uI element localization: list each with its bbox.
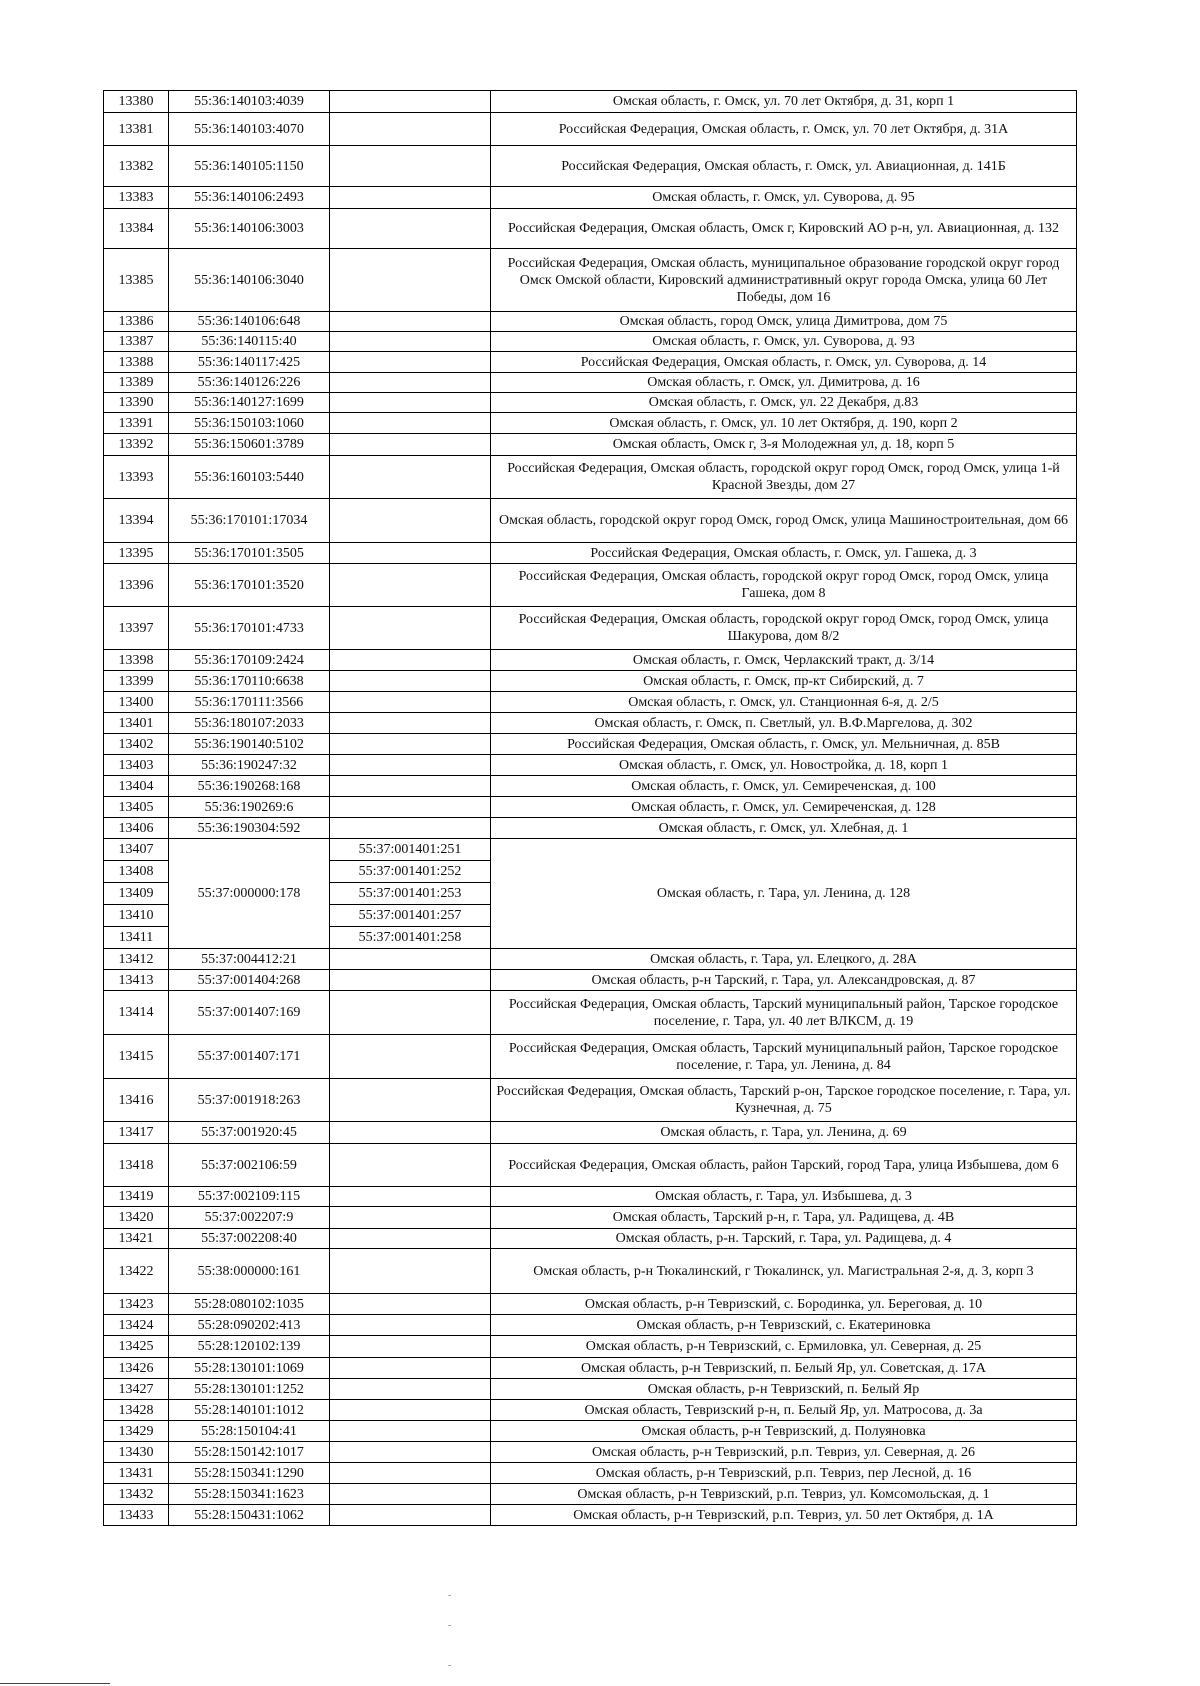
sub-cadastral-number — [330, 312, 491, 332]
row-number: 13407 — [104, 839, 169, 861]
cadastral-number: 55:37:002207:9 — [169, 1207, 330, 1229]
row-number: 13433 — [104, 1505, 169, 1526]
sub-cadastral-number — [330, 187, 491, 209]
row-number: 13405 — [104, 797, 169, 818]
table-row — [104, 1336, 1077, 1358]
address: Российская Федерация, Омская область, г. Омск, ул. Суворова, д. 14 — [491, 352, 1077, 373]
row-number: 13381 — [104, 113, 169, 146]
row-number: 13431 — [104, 1463, 169, 1484]
cadastral-number: 55:36:140127:1699 — [169, 393, 330, 413]
cadastral-number: 55:28:090202:413 — [169, 1315, 330, 1336]
address: Омская область, г. Омск, ул. Новостройка, д. 18, корп 1 — [491, 755, 1077, 776]
sub-cadastral-number — [330, 671, 491, 692]
row-number: 13383 — [104, 187, 169, 209]
row-number: 13409 — [104, 883, 169, 905]
cadastral-number: 55:36:140106:3040 — [169, 249, 330, 312]
cadastral-number: 55:36:140117:425 — [169, 352, 330, 373]
table-row — [104, 456, 1077, 499]
table-row — [104, 1229, 1077, 1249]
row-number: 13415 — [104, 1035, 169, 1079]
table-row — [104, 543, 1077, 564]
sub-cadastral-number — [330, 949, 491, 970]
cadastral-number: 55:36:160103:5440 — [169, 456, 330, 499]
address: Омская область, р-н Тюкалинский, г Тюкалинск, ул. Магистральная 2-я, д. 3, корп 3 — [491, 1249, 1077, 1294]
table-row — [104, 776, 1077, 797]
address: Омская область, р-н Тевризский, с. Ермиловка, ул. Северная, д. 25 — [491, 1336, 1077, 1358]
address: Омская область, г. Тара, ул. Ленина, д. 128 — [491, 839, 1077, 949]
table-row — [104, 734, 1077, 755]
sub-cadastral-number — [330, 146, 491, 187]
cadastral-number: 55:36:170109:2424 — [169, 650, 330, 671]
address: Российская Федерация, Омская область, городской округ город Омск, город Омск, улица Шакурова, дом 8/2 — [491, 607, 1077, 650]
table-row — [104, 949, 1077, 970]
address: Российская Федерация, Омская область, район Тарский, город Тара, улица Избышева, дом 6 — [491, 1144, 1077, 1187]
row-number: 13423 — [104, 1294, 169, 1315]
row-number: 13385 — [104, 249, 169, 312]
table-row — [104, 209, 1077, 249]
address: Омская область, р-н Тевризский, р.п. Тевриз, ул. Северная, д. 26 — [491, 1442, 1077, 1463]
sub-cadastral-number: 55:37:001401:253 — [330, 883, 491, 905]
table-row — [104, 1484, 1077, 1505]
address: Омская область, г. Тара, ул. Ленина, д. 69 — [491, 1122, 1077, 1144]
table-row — [104, 249, 1077, 312]
sub-cadastral-number — [330, 1207, 491, 1229]
cadastral-number: 55:37:001407:171 — [169, 1035, 330, 1079]
sub-cadastral-number — [330, 1379, 491, 1400]
cadastral-number: 55:36:140103:4070 — [169, 113, 330, 146]
cadastral-number: 55:36:170101:3520 — [169, 564, 330, 607]
address: Омская область, р-н. Тарский, г. Тара, ул. Радищева, д. 4 — [491, 1229, 1077, 1249]
row-number: 13390 — [104, 393, 169, 413]
row-number: 13432 — [104, 1484, 169, 1505]
sub-cadastral-number — [330, 1294, 491, 1315]
table-row — [104, 1249, 1077, 1294]
cadastral-number: 55:36:170101:4733 — [169, 607, 330, 650]
sub-cadastral-number — [330, 1400, 491, 1421]
row-number: 13400 — [104, 692, 169, 713]
row-number: 13418 — [104, 1144, 169, 1187]
sub-cadastral-number — [330, 434, 491, 456]
cadastral-number: 55:36:170110:6638 — [169, 671, 330, 692]
cadastral-number: 55:36:170101:3505 — [169, 543, 330, 564]
sub-cadastral-number — [330, 970, 491, 991]
table-row — [104, 607, 1077, 650]
sub-cadastral-number — [330, 692, 491, 713]
table-row — [104, 839, 1077, 861]
cadastral-number: 55:36:140105:1150 — [169, 146, 330, 187]
address: Омская область, городской округ город Омск, город Омск, улица Машиностроительная, дом 66 — [491, 499, 1077, 543]
table-row — [104, 671, 1077, 692]
sub-cadastral-number — [330, 332, 491, 352]
sub-cadastral-number — [330, 1187, 491, 1207]
address: Омская область, г. Омск, ул. Хлебная, д. 1 — [491, 818, 1077, 839]
sub-cadastral-number: 55:37:001401:251 — [330, 839, 491, 861]
table-row — [104, 146, 1077, 187]
sub-cadastral-number: 55:37:001401:252 — [330, 861, 491, 883]
row-number: 13429 — [104, 1421, 169, 1442]
table-row — [104, 692, 1077, 713]
table-row — [104, 970, 1077, 991]
address: Российская Федерация, Омская область, городской округ город Омск, город Омск, улица 1-й Красной Звезды, дом 27 — [491, 456, 1077, 499]
sub-cadastral-number — [330, 564, 491, 607]
row-number: 13402 — [104, 734, 169, 755]
address: Омская область, г. Омск, ул. Станционная 6-я, д. 2/5 — [491, 692, 1077, 713]
cadastral-number: 55:37:002109:115 — [169, 1187, 330, 1207]
cadastral-number: 55:36:190247:32 — [169, 755, 330, 776]
property-table-body — [104, 91, 1077, 1526]
sub-cadastral-number — [330, 1358, 491, 1379]
table-row — [104, 1079, 1077, 1122]
cadastral-number: 55:37:001404:268 — [169, 970, 330, 991]
sub-cadastral-number — [330, 249, 491, 312]
sub-cadastral-number — [330, 1442, 491, 1463]
property-table — [103, 90, 1077, 1526]
cadastral-number: 55:38:000000:161 — [169, 1249, 330, 1294]
cadastral-number: 55:37:004412:21 — [169, 949, 330, 970]
row-number: 13397 — [104, 607, 169, 650]
address: Российская Федерация, Омская область, Тарский муниципальный район, Тарское городское поселение, г. Тара, ул. Ленина, д. 84 — [491, 1035, 1077, 1079]
sub-cadastral-number — [330, 991, 491, 1035]
scan-mark: - — [448, 1660, 452, 1671]
table-row — [104, 1358, 1077, 1379]
sub-cadastral-number — [330, 393, 491, 413]
sub-cadastral-number — [330, 1421, 491, 1442]
table-row — [104, 797, 1077, 818]
address: Омская область, г. Омск, ул. Суворова, д. 95 — [491, 187, 1077, 209]
row-number: 13427 — [104, 1379, 169, 1400]
sub-cadastral-number — [330, 91, 491, 113]
cadastral-number: 55:36:190304:592 — [169, 818, 330, 839]
table-row — [104, 91, 1077, 113]
row-number: 13401 — [104, 713, 169, 734]
row-number: 13382 — [104, 146, 169, 187]
row-number: 13389 — [104, 373, 169, 393]
cadastral-number: 55:36:170111:3566 — [169, 692, 330, 713]
address: Омская область, г. Омск, п. Светлый, ул. В.Ф.Маргелова, д. 302 — [491, 713, 1077, 734]
row-number: 13413 — [104, 970, 169, 991]
sub-cadastral-number — [330, 734, 491, 755]
cadastral-number: 55:28:130101:1069 — [169, 1358, 330, 1379]
cadastral-number: 55:28:130101:1252 — [169, 1379, 330, 1400]
row-number: 13396 — [104, 564, 169, 607]
table-row — [104, 393, 1077, 413]
table-row — [104, 1144, 1077, 1187]
row-number: 13398 — [104, 650, 169, 671]
row-number: 13392 — [104, 434, 169, 456]
row-number: 13421 — [104, 1229, 169, 1249]
address: Российская Федерация, Омская область, городской округ город Омск, город Омск, улица Гашека, дом 8 — [491, 564, 1077, 607]
row-number: 13394 — [104, 499, 169, 543]
row-number: 13387 — [104, 332, 169, 352]
cadastral-number: 55:37:000000:178 — [169, 839, 330, 949]
sub-cadastral-number: 55:37:001401:257 — [330, 905, 491, 927]
cadastral-number: 55:37:001918:263 — [169, 1079, 330, 1122]
cadastral-number: 55:36:150103:1060 — [169, 413, 330, 434]
address: Омская область, г. Омск, пр-кт Сибирский, д. 7 — [491, 671, 1077, 692]
cadastral-number: 55:36:140106:3003 — [169, 209, 330, 249]
address: Омская область, р-н Тевризский, р.п. Тевриз, ул. 50 лет Октября, д. 1А — [491, 1505, 1077, 1526]
scan-mark: - — [448, 1620, 452, 1631]
row-number: 13426 — [104, 1358, 169, 1379]
sub-cadastral-number — [330, 755, 491, 776]
row-number: 13404 — [104, 776, 169, 797]
sub-cadastral-number — [330, 818, 491, 839]
scan-mark: - — [448, 1590, 452, 1601]
address: Российская Федерация, Омская область, Тарский муниципальный район, Тарское городское поселение, г. Тара, ул. 40 лет ВЛКСМ, д. 19 — [491, 991, 1077, 1035]
table-row — [104, 1035, 1077, 1079]
address: Российская Федерация, Омская область, г. Омск, ул. Гашека, д. 3 — [491, 543, 1077, 564]
address: Российская Федерация, Омская область, Омск г, Кировский АО р-н, ул. Авиационная, д. 132 — [491, 209, 1077, 249]
cadastral-number: 55:36:190140:5102 — [169, 734, 330, 755]
cadastral-number: 55:28:150142:1017 — [169, 1442, 330, 1463]
cadastral-number: 55:28:120102:139 — [169, 1336, 330, 1358]
sub-cadastral-number — [330, 650, 491, 671]
sub-cadastral-number — [330, 1079, 491, 1122]
cadastral-number: 55:37:001920:45 — [169, 1122, 330, 1144]
table-row — [104, 1400, 1077, 1421]
cadastral-number: 55:28:080102:1035 — [169, 1294, 330, 1315]
sub-cadastral-number — [330, 1336, 491, 1358]
sub-cadastral-number — [330, 1229, 491, 1249]
row-number: 13388 — [104, 352, 169, 373]
row-number: 13395 — [104, 543, 169, 564]
address: Российская Федерация, Омская область, Тарский р-он, Тарское городское поселение, г. Тара, ул. Кузнечная, д. 75 — [491, 1079, 1077, 1122]
row-number: 13408 — [104, 861, 169, 883]
cadastral-number: 55:37:002106:59 — [169, 1144, 330, 1187]
cadastral-number: 55:36:140126:226 — [169, 373, 330, 393]
address: Омская область, р-н Тевризский, с. Екатериновка — [491, 1315, 1077, 1336]
page-bottom-rule — [0, 1683, 110, 1684]
row-number: 13430 — [104, 1442, 169, 1463]
table-row — [104, 1463, 1077, 1484]
row-number: 13422 — [104, 1249, 169, 1294]
row-number: 13403 — [104, 755, 169, 776]
sub-cadastral-number — [330, 1484, 491, 1505]
address: Омская область, р-н Тарский, г. Тара, ул. Александровская, д. 87 — [491, 970, 1077, 991]
table-row — [104, 1421, 1077, 1442]
address: Омская область, г. Омск, Черлакский тракт, д. 3/14 — [491, 650, 1077, 671]
table-row — [104, 113, 1077, 146]
address: Омская область, Тевризский р-н, п. Белый Яр, ул. Матросова, д. 3а — [491, 1400, 1077, 1421]
address: Омская область, г. Омск, ул. Семиреченская, д. 128 — [491, 797, 1077, 818]
address: Омская область, р-н Тевризский, п. Белый Яр — [491, 1379, 1077, 1400]
table-row — [104, 312, 1077, 332]
cadastral-number: 55:28:150104:41 — [169, 1421, 330, 1442]
row-number: 13386 — [104, 312, 169, 332]
address: Омская область, р-н Тевризский, р.п. Тевриз, ул. Комсомольская, д. 1 — [491, 1484, 1077, 1505]
table-row — [104, 818, 1077, 839]
sub-cadastral-number — [330, 373, 491, 393]
cadastral-number: 55:36:140103:4039 — [169, 91, 330, 113]
address: Российская Федерация, Омская область, г. Омск, ул. 70 лет Октября, д. 31А — [491, 113, 1077, 146]
address: Омская область, г. Омск, ул. Димитрова, д. 16 — [491, 373, 1077, 393]
sub-cadastral-number — [330, 1315, 491, 1336]
sub-cadastral-number — [330, 607, 491, 650]
table-row — [104, 1442, 1077, 1463]
address: Омская область, р-н Тевризский, р.п. Тевриз, пер Лесной, д. 16 — [491, 1463, 1077, 1484]
table-row — [104, 352, 1077, 373]
cadastral-number: 55:37:001407:169 — [169, 991, 330, 1035]
address: Омская область, Тарский р-н, г. Тара, ул. Радищева, д. 4В — [491, 1207, 1077, 1229]
sub-cadastral-number — [330, 1144, 491, 1187]
address: Российская Федерация, Омская область, г. Омск, ул. Авиационная, д. 141Б — [491, 146, 1077, 187]
row-number: 13406 — [104, 818, 169, 839]
table-row — [104, 1294, 1077, 1315]
table-row — [104, 650, 1077, 671]
sub-cadastral-number — [330, 113, 491, 146]
address: Омская область, р-н Тевризский, с. Бородинка, ул. Береговая, д. 10 — [491, 1294, 1077, 1315]
address: Омская область, р-н Тевризский, п. Белый Яр, ул. Советская, д. 17А — [491, 1358, 1077, 1379]
row-number: 13414 — [104, 991, 169, 1035]
row-number: 13411 — [104, 927, 169, 949]
row-number: 13425 — [104, 1336, 169, 1358]
address: Омская область, г. Омск, ул. 22 Декабря, д.83 — [491, 393, 1077, 413]
table-row — [104, 1187, 1077, 1207]
table-row — [104, 332, 1077, 352]
row-number: 13417 — [104, 1122, 169, 1144]
address: Омская область, г. Омск, ул. Суворова, д. 93 — [491, 332, 1077, 352]
address: Омская область, г. Омск, ул. 70 лет Октября, д. 31, корп 1 — [491, 91, 1077, 113]
address: Российская Федерация, Омская область, г. Омск, ул. Мельничная, д. 85В — [491, 734, 1077, 755]
cadastral-number: 55:28:150431:1062 — [169, 1505, 330, 1526]
sub-cadastral-number — [330, 456, 491, 499]
address: Российская Федерация, Омская область, муниципальное образование городской округ город Омск Омской области, Кировский административный округ города Омска, улица 60 Лет Победы, дом 16 — [491, 249, 1077, 312]
row-number: 13419 — [104, 1187, 169, 1207]
address: Омская область, г. Тара, ул. Елецкого, д. 28А — [491, 949, 1077, 970]
sub-cadastral-number — [330, 1122, 491, 1144]
sub-cadastral-number — [330, 543, 491, 564]
cadastral-number: 55:28:140101:1012 — [169, 1400, 330, 1421]
table-row — [104, 434, 1077, 456]
table-row — [104, 1379, 1077, 1400]
address: Омская область, Омск г, 3-я Молодежная ул, д. 18, корп 5 — [491, 434, 1077, 456]
table-row — [104, 413, 1077, 434]
cadastral-number: 55:36:170101:17034 — [169, 499, 330, 543]
row-number: 13424 — [104, 1315, 169, 1336]
row-number: 13384 — [104, 209, 169, 249]
table-row — [104, 991, 1077, 1035]
row-number: 13416 — [104, 1079, 169, 1122]
table-row — [104, 1505, 1077, 1526]
row-number: 13428 — [104, 1400, 169, 1421]
table-row — [104, 1315, 1077, 1336]
table-row — [104, 187, 1077, 209]
table-row — [104, 499, 1077, 543]
table-row — [104, 373, 1077, 393]
sub-cadastral-number — [330, 1035, 491, 1079]
sub-cadastral-number — [330, 776, 491, 797]
sub-cadastral-number — [330, 413, 491, 434]
table-row — [104, 713, 1077, 734]
sub-cadastral-number — [330, 209, 491, 249]
cadastral-number: 55:36:150601:3789 — [169, 434, 330, 456]
address: Омская область, г. Тара, ул. Избышева, д. 3 — [491, 1187, 1077, 1207]
table-row — [104, 1207, 1077, 1229]
row-number: 13410 — [104, 905, 169, 927]
address: Омская область, город Омск, улица Димитрова, дом 75 — [491, 312, 1077, 332]
sub-cadastral-number — [330, 797, 491, 818]
row-number: 13380 — [104, 91, 169, 113]
cadastral-number: 55:28:150341:1290 — [169, 1463, 330, 1484]
table-row — [104, 564, 1077, 607]
row-number: 13393 — [104, 456, 169, 499]
cadastral-number: 55:36:190268:168 — [169, 776, 330, 797]
cadastral-number: 55:36:140106:2493 — [169, 187, 330, 209]
row-number: 13412 — [104, 949, 169, 970]
row-number: 13399 — [104, 671, 169, 692]
address: Омская область, г. Омск, ул. Семиреченская, д. 100 — [491, 776, 1077, 797]
address: Омская область, р-н Тевризский, д. Полуяновка — [491, 1421, 1077, 1442]
table-row — [104, 1122, 1077, 1144]
sub-cadastral-number — [330, 499, 491, 543]
sub-cadastral-number — [330, 1463, 491, 1484]
cadastral-number: 55:28:150341:1623 — [169, 1484, 330, 1505]
sub-cadastral-number — [330, 1505, 491, 1526]
cadastral-number: 55:37:002208:40 — [169, 1229, 330, 1249]
cadastral-number: 55:36:140106:648 — [169, 312, 330, 332]
row-number: 13420 — [104, 1207, 169, 1229]
row-number: 13391 — [104, 413, 169, 434]
sub-cadastral-number — [330, 713, 491, 734]
sub-cadastral-number — [330, 352, 491, 373]
table-row — [104, 755, 1077, 776]
cadastral-number: 55:36:190269:6 — [169, 797, 330, 818]
cadastral-number: 55:36:180107:2033 — [169, 713, 330, 734]
cadastral-number: 55:36:140115:40 — [169, 332, 330, 352]
sub-cadastral-number: 55:37:001401:258 — [330, 927, 491, 949]
sub-cadastral-number — [330, 1249, 491, 1294]
address: Омская область, г. Омск, ул. 10 лет Октября, д. 190, корп 2 — [491, 413, 1077, 434]
